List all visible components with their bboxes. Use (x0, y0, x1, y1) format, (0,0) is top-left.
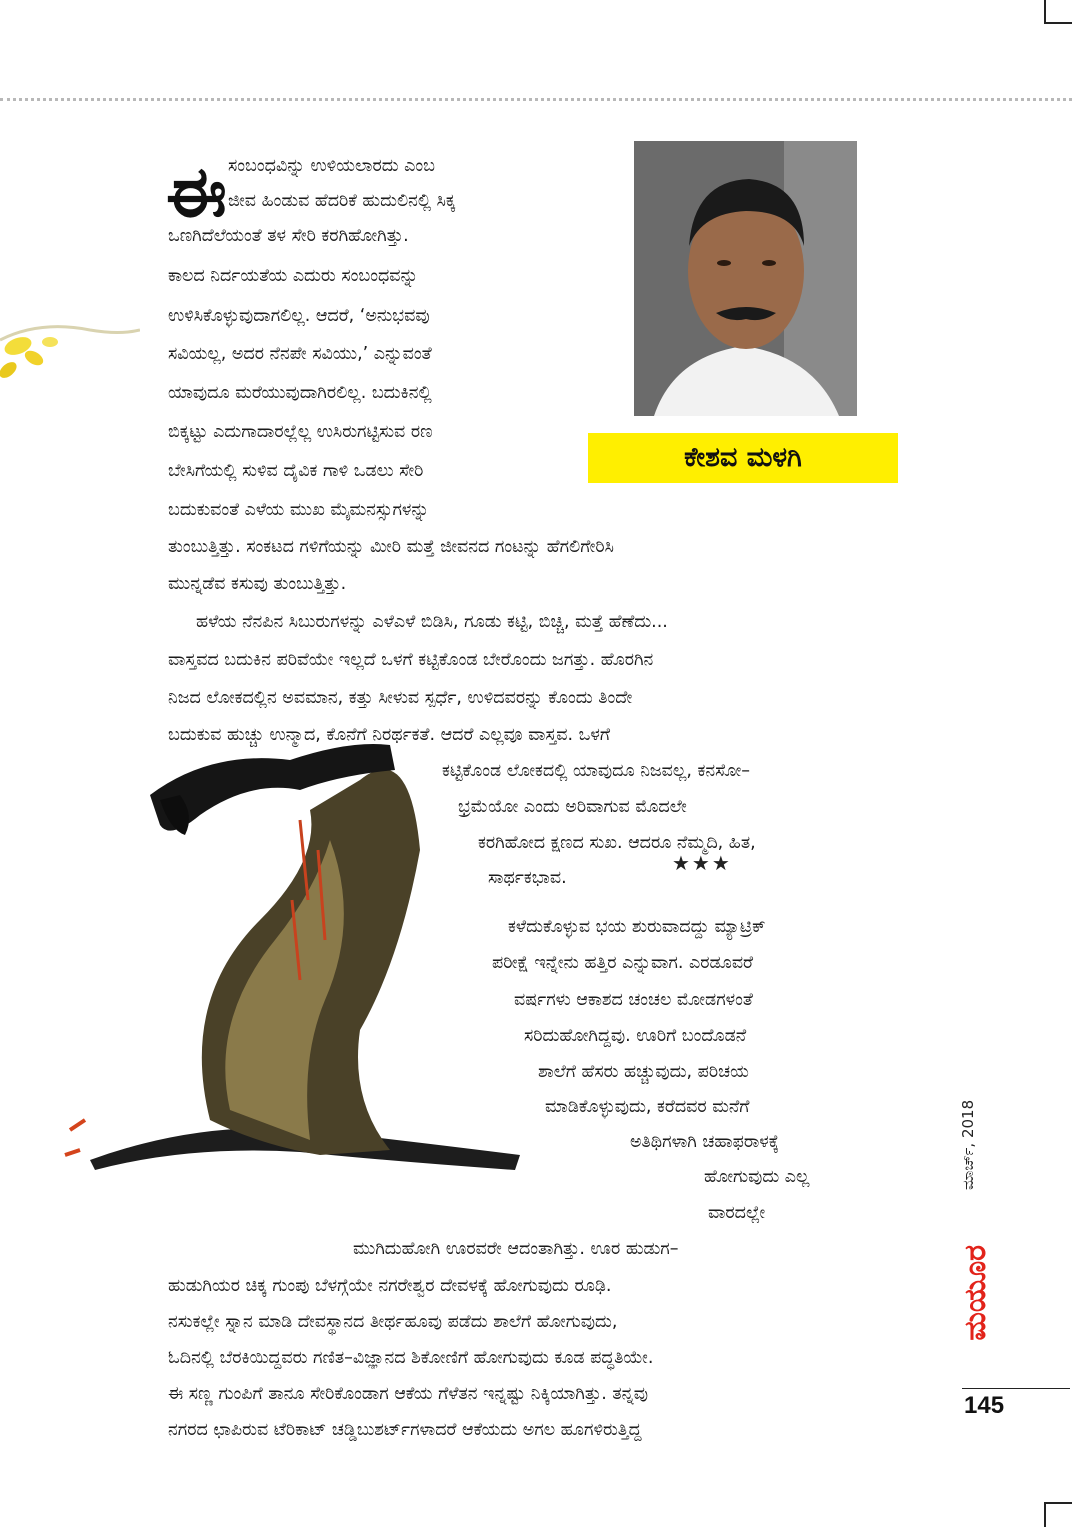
text-line: ಒಣಗಿದೆಲೆಯಂತೆ ತಳ ಸೇರಿ ಕರಗಿಹೋಗಿತ್ತು. (168, 226, 409, 246)
magazine-brand: ಮಯೂರ (958, 1245, 993, 1341)
text-line: ಸರಿದುಹೋಗಿದ್ದವು. ಊರಿಗೆ ಬಂದೊಡನೆ (524, 1026, 747, 1046)
crop-mark-top (1044, 0, 1072, 24)
issue-date: ಮಾರ್ಚ್, 2018 (959, 1099, 977, 1190)
drop-cap: ಈ (166, 151, 227, 233)
text-line: ತುಂಬುತ್ತಿತ್ತು. ಸಂಕಟದ ಗಳಿಗೆಯನ್ನು ಮೀರಿ ಮತ್ತೆ ಜೀವನದ ಗಂಟನ್ನು ಹೆಗಲಿಗೇರಿಸಿ (168, 537, 614, 557)
text-line: ಹುಡುಗಿಯರ ಚಿಕ್ಕ ಗುಂಪು ಬೆಳಗ್ಗೆಯೇ ನಗರೇಶ್ವರ ದೇವಳಕ್ಕೆ ಹೋಗುವುದು ರೂಢಿ. (168, 1276, 612, 1296)
text-line: ಮುನ್ನಡೆವ ಕಸುವು ತುಂಬುತ್ತಿತ್ತು. (168, 574, 347, 594)
text-line: ಕಟ್ಟಿಕೊಂಡ ಲೋಕದಲ್ಲಿ ಯಾವುದೂ ನಿಜವಲ್ಲ, ಕನಸೋ– (442, 761, 751, 781)
text-line: ವಾಸ್ತವದ ಬದುಕಿನ ಪರಿವೆಯೇ ಇಲ್ಲದೆ ಒಳಗೆ ಕಟ್ಟಿಕೊಂಡ ಬೇರೊಂದು ಜಗತ್ತು. ಹೊರಗಿನ (168, 650, 654, 670)
text-line: ನಸುಕಲ್ಲೇ ಸ್ನಾನ ಮಾಡಿ ದೇವಸ್ಥಾನದ ತೀರ್ಥಹೂವು ಪಡೆದು ಶಾಲೆಗೆ ಹೋಗುವುದು, (168, 1312, 618, 1332)
text-line: ಬಿಕ್ಕಟ್ಟು ಎದುಗಾದಾರಲ್ಲೆಲ್ಲ ಉಸಿರುಗಟ್ಟಿಸುವ ರಣ (168, 422, 433, 442)
text-line: ಅತಿಥಿಗಳಾಗಿ ಚಹಾಫರಾಳಕ್ಕೆ (630, 1132, 780, 1152)
text-line: ಓದಿನಲ್ಲಿ ಬೆರಕಿಯಿದ್ದವರು ಗಣಿತ–ವಿಜ್ಞಾನದ ಶಿಕೋಣಿಗೆ ಹೋಗುವುದು ಕೂಡ ಪದ್ಧತಿಯೇ. (168, 1348, 654, 1368)
crop-mark-bottom (1044, 1502, 1072, 1527)
text-line: ಯಾವುದೂ ಮರೆಯುವುದಾಗಿರಲಿಲ್ಲ. ಬದುಕಿನಲ್ಲಿ (168, 383, 432, 403)
text-line: ಜೀವ ಹಿಂಡುವ ಹೆದರಿಕೆ ಹುದುಲಿನಲ್ಲಿ ಸಿಕ್ಕ (228, 191, 456, 211)
author-name-banner: ಕೇಶವ ಮಳಗಿ (588, 433, 898, 483)
text-line: ಹೋಗುವುದು ಎಲ್ಲ (704, 1167, 810, 1187)
section-separator: ★★★ (672, 851, 732, 875)
text-line: ಈ ಸಣ್ಣ ಗುಂಪಿಗೆ ತಾನೂ ಸೇರಿಕೊಂಡಾಗ ಆಕೆಯ ಗೆಳೆತನ ಇನ್ನಷ್ಟು ನಿಕ್ಕಿಯಾಗಿತ್ತು. ತನ್ನವು (168, 1384, 648, 1404)
text-line: ವರ್ಷಗಳು ಆಕಾಶದ ಚಂಚಲ ಮೋಡಗಳಂತೆ (514, 990, 753, 1010)
text-line: ಕಾಲದ ನಿರ್ದಯತೆಯ ಎದುರು ಸಂಬಂಧವನ್ನು (168, 266, 419, 286)
text-line: ಶಾಲೆಗೆ ಹೆಸರು ಹಚ್ಚುವುದು, ಪರಿಚಯ (538, 1062, 749, 1082)
text-line: ಸಂಬಂಧವಿನ್ನು ಉಳಿಯಲಾರದು ಎಂಬ (228, 156, 435, 176)
author-photo (634, 141, 857, 416)
dotted-rule (0, 98, 1072, 101)
flower-illustration (0, 300, 140, 390)
text-line: ವಾರದಲ್ಲೇ (708, 1203, 766, 1223)
text-line: ಮುಗಿದುಹೋಗಿ ಊರವರೇ ಆದಂತಾಗಿತ್ತು. ಊರ ಹುಡುಗ– (353, 1239, 679, 1259)
text-line: ಹಳೆಯ ನೆನಪಿನ ಸಿಬುರುಗಳನ್ನು ಎಳೆಎಳೆ ಬಿಡಿಸಿ, ಗೂಡು ಕಟ್ಟಿ, ಬಿಚ್ಚಿ, ಮತ್ತೆ ಹೆಣೆದು... (196, 612, 668, 632)
text-line: ಸವಿಯಲ್ಲ, ಅದರ ನೆನಪೇ ಸವಿಯು,’ ಎನ್ನುವಂತೆ (168, 344, 432, 364)
text-line: ಬದುಕುವಂತೆ ಎಳೆಯ ಮುಖ ಮೈಮನಸ್ಸುಗಳನ್ನು (168, 500, 430, 520)
text-line: ಸಾರ್ಥಕಭಾವ. (488, 868, 567, 888)
text-line: ಕರಗಿಹೋದ ಕ್ಷಣದ ಸುಖ. ಆದರೂ ನೆಮ್ಮದಿ, ಹಿತ, (478, 833, 756, 853)
text-line: ಬದುಕುವ ಹುಚ್ಚು ಉನ್ಮಾದ, ಕೊನೆಗೆ ನಿರರ್ಥಕತೆ. ಆದರೆ ಎಲ್ಲವೂ ವಾಸ್ತವ. ಒಳಗೆ (168, 725, 611, 745)
text-line: ಭ್ರಮೆಯೋ ಎಂದು ಅರಿವಾಗುವ ಮೊದಲೇ (458, 797, 687, 817)
text-line: ಕಳೆದುಕೊಳ್ಳುವ ಭಯ ಶುರುವಾದದ್ದು ಮ್ಯಾಟ್ರಿಕ್ (508, 917, 766, 937)
page-number-rule (962, 1388, 1070, 1389)
dancer-illustration (60, 700, 530, 1180)
text-line: ಪರೀಕ್ಷೆ ಇನ್ನೇನು ಹತ್ತಿರ ಎನ್ನುವಾಗ. ಎರಡೂವರೆ (492, 953, 754, 973)
text-line: ನಗರದ ಛಾಪಿರುವ ಟೆರಿಕಾಟ್ ಚಡ್ಡಿಬುಶರ್ಟ್‌ಗಳಾದರೆ ಆಕೆಯದು ಅಗಲ ಹೂಗಳಿರುತ್ತಿದ್ದ (168, 1420, 642, 1440)
text-line: ಉಳಿಸಿಕೊಳ್ಳುವುದಾಗಲಿಲ್ಲ. ಆದರೆ, ‘ಅನುಭವವು (168, 306, 430, 326)
text-line: ನಿಜದ ಲೋಕದಲ್ಲಿನ ಅವಮಾನ, ಕತ್ತು ಸೀಳುವ ಸ್ಪರ್ಧೆ, ಉಳಿದವರನ್ನು ಕೊಂದು ತಿಂದೇ (168, 688, 633, 708)
text-line: ಬೇಸಿಗೆಯಲ್ಲಿ ಸುಳಿವ ದೈವಿಕ ಗಾಳಿ ಒಡಲು ಸೇರಿ (168, 461, 424, 481)
text-line: ಮಾಡಿಕೊಳ್ಳುವುದು, ಕರೆದವರ ಮನೆಗೆ (545, 1097, 750, 1117)
page-number: 145 (964, 1392, 1005, 1419)
